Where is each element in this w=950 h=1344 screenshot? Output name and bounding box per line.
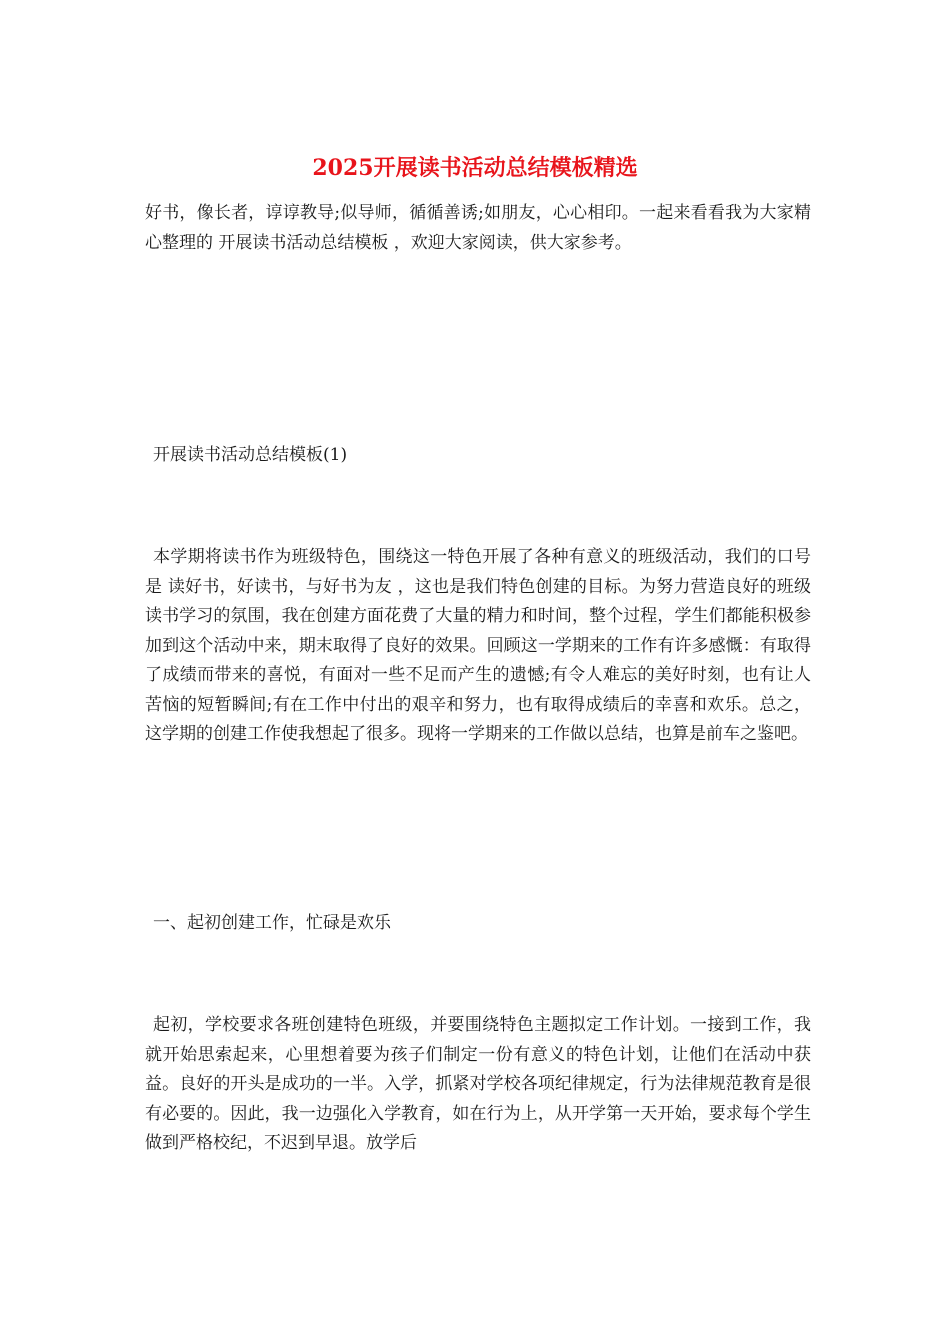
- intro-paragraph: 好书，像长者，谆谆教导;似导师，循循善诱;如朋友，心心相印。一起来看看我为大家精心整理的 开展读书活动总结模板 ，欢迎大家阅读，供大家参考。: [145, 203, 811, 253]
- section-heading: 开展读书活动总结模板(1): [153, 445, 348, 465]
- body-paragraph-2: 起初，学校要求各班创建特色班级，并要围绕特色主题拟定工作计划。一接到工作，我就开始思索起来，心里想着要为孩子们制定一份有意义的特色计划，让他们在活动中获益。良好的开头是成功的一半。入学，抓紧对学校各项纪律规定，行为法律规范教育是很有必要的。因此，我一边强化入学教育，如在行为上，从开学第一天开始，要求每个学生做到严格校纪，不迟到早退。放学后: [145, 1015, 811, 1153]
- document-title: 2025开展读书活动总结模板精选: [312, 155, 638, 181]
- body-paragraph-1: 本学期将读书作为班级特色，围绕这一特色开展了各种有意义的班级活动，我们的口号是 读好书，好读书，与好书为友 ，这也是我们特色创建的目标。为努力营造良好的班级读书学习的氛围，我在创建方面花费了大量的精力和时间，整个过程，学生们都能积极参加到这个活动中来，期末取得了良好的效果。回顾这一学期来的工作有许多感慨：有取得了成绩而带来的喜悦，有面对一些不足而产生的遗憾;有令人难忘的美好时刻，也有让人苦恼的短暂瞬间;有在工作中付出的艰辛和努力，也有取得成绩后的幸喜和欢乐。总之，这学期的创建工作使我想起了很多。现将一学期来的工作做以总结，也算是前车之鉴吧。: [145, 547, 811, 744]
- subheading-1: 一、起初创建工作，忙碌是欢乐: [153, 913, 391, 933]
